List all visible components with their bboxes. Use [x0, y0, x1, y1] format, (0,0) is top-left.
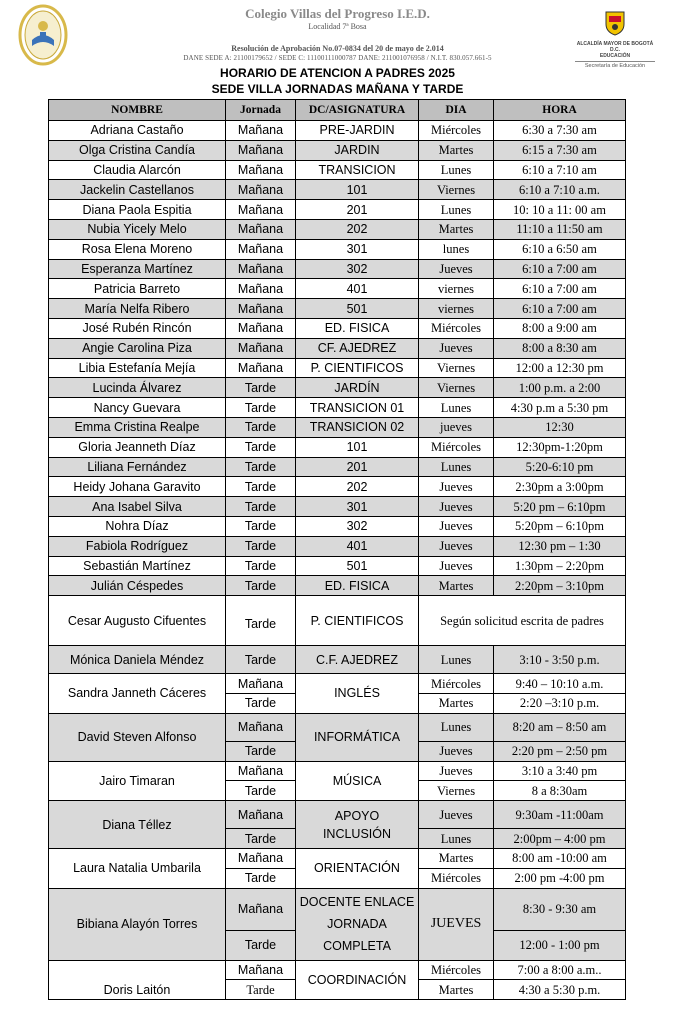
cell-dia: Martes: [419, 576, 494, 596]
cell-asignatura: 301: [296, 239, 419, 259]
cell-jornada: Tarde: [226, 398, 296, 418]
cell-asignatura: 201: [296, 200, 419, 220]
cell-dia: Lunes: [419, 398, 494, 418]
cell-dia: Viernes: [419, 378, 494, 398]
cell-jornada: Tarde: [226, 556, 296, 576]
cell-nombre: Sebastián Martínez: [49, 556, 226, 576]
table-row: [49, 888, 626, 930]
cell-dia: Miércoles: [419, 960, 494, 980]
cell-hora: 2:20pm – 3:10pm: [494, 576, 626, 596]
cell-hora: 6:10 a 7:00 am: [494, 259, 626, 279]
table-row: [49, 140, 626, 160]
cell-asignatura: ORIENTACIÓN: [296, 848, 419, 888]
cell-dia: lunes: [419, 239, 494, 259]
cell-jornada: Tarde: [226, 457, 296, 477]
cell-dia: Viernes: [419, 358, 494, 378]
asignatura-line: APOYO: [334, 808, 380, 823]
cell-hora: 6:10 a 7:00 am: [494, 279, 626, 299]
cell-dia: Jueves: [419, 556, 494, 576]
cell-dia: Miércoles: [419, 674, 494, 694]
cell-asignatura: INFORMÁTICA: [296, 713, 419, 761]
cell-dia: Viernes: [419, 180, 494, 200]
cell-dia: Jueves: [419, 801, 494, 829]
cell-asignatura: MÚSICA: [296, 761, 419, 801]
cell-dia: Jueves: [419, 536, 494, 556]
cell-asignatura: CF. AJEDREZ: [296, 338, 419, 358]
cell-asignatura: [296, 888, 419, 960]
cell-hora: 8 a 8:30am: [494, 781, 626, 801]
cell-dia: Miércoles: [419, 868, 494, 888]
bogota-logo: [575, 10, 655, 70]
table-row: [49, 121, 626, 141]
cell-dia: Martes: [419, 980, 494, 1000]
table-row: [49, 556, 626, 576]
cell-nombre: Angie Carolina Piza: [49, 338, 226, 358]
cell-hora: 1:00 p.m. a 2:00: [494, 378, 626, 398]
cell-asignatura: 101: [296, 180, 419, 200]
cell-nombre: Cesar Augusto Cifuentes: [49, 596, 226, 646]
table-row: [49, 318, 626, 338]
table-row: [49, 200, 626, 220]
cell-nombre: Olga Cristina Candía: [49, 140, 226, 160]
cell-nombre: Claudia Alarcón: [49, 160, 226, 180]
cell-asignatura: [296, 801, 419, 849]
alcaldia-label: ALCALDÍA MAYOR DE BOGOTÁ D.C.: [576, 41, 654, 53]
cell-jornada: Mañana: [226, 960, 296, 980]
cell-asignatura: JARDÍN: [296, 378, 419, 398]
table-row: [49, 338, 626, 358]
cell-hora: 7:00 a 8:00 a.m..: [494, 960, 626, 980]
cell-jornada: Mañana: [226, 848, 296, 868]
cell-hora: 2:20 –3:10 p.m.: [494, 693, 626, 713]
cell-hora: 8:00 a 8:30 am: [494, 338, 626, 358]
table-row: [49, 848, 626, 868]
cell-asignatura: COORDINACIÓN: [296, 960, 419, 1000]
cell-jornada: Tarde: [226, 693, 296, 713]
cell-nombre: Diana Téllez: [49, 801, 226, 849]
document-title: HORARIO DE ATENCION A PADRES 2025: [220, 66, 455, 80]
secretaria-label: Secretaría de Educación: [575, 61, 655, 69]
cell-jornada: Mañana: [226, 761, 296, 781]
cell-nombre: Jairo Timaran: [49, 761, 226, 801]
simple-rows: [49, 121, 626, 596]
cell-dia: Miércoles: [419, 121, 494, 141]
cell-asignatura: 202: [296, 219, 419, 239]
cell-nombre: Jackelin Castellanos: [49, 180, 226, 200]
cell-hora: 8:20 am – 8:50 am: [494, 713, 626, 741]
table-row: [49, 646, 626, 674]
table-row: [49, 219, 626, 239]
cell-hora: 12:30 pm – 1:30: [494, 536, 626, 556]
cell-jornada: Tarde: [226, 741, 296, 761]
cell-asignatura: ED. FISICA: [296, 318, 419, 338]
cell-nombre: Laura Natalia Umbarila: [49, 848, 226, 888]
cell-nombre: Patricia Barreto: [49, 279, 226, 299]
column-header-asignatura: DC/ASIGNATURA: [296, 100, 419, 121]
cell-nombre: David Steven Alfonso: [49, 713, 226, 761]
cell-jornada: Tarde: [226, 596, 296, 646]
table-row: [49, 239, 626, 259]
schedule-table: [48, 99, 626, 1000]
cell-asignatura: 302: [296, 259, 419, 279]
asignatura-line: JORNADA: [327, 917, 387, 931]
cell-hora: 6:10 a 7:00 am: [494, 299, 626, 319]
table-row: [49, 713, 626, 741]
column-header-dia: DIA: [419, 100, 494, 121]
cell-hora: 6:10 a 7:10 am: [494, 160, 626, 180]
cell-jornada: Mañana: [226, 200, 296, 220]
cell-nombre: Heidy Johana Garavito: [49, 477, 226, 497]
cell-asignatura: TRANSICION: [296, 160, 419, 180]
asignatura-line: INCLUSIÓN: [322, 826, 392, 841]
cell-jornada: Tarde: [226, 980, 296, 1000]
cell-nombre: Nubia Yicely Melo: [49, 219, 226, 239]
table-row: [49, 477, 626, 497]
cell-dia: Lunes: [419, 160, 494, 180]
cell-hora: 5:20 pm – 6:10pm: [494, 497, 626, 517]
cell-asignatura: ED. FISICA: [296, 576, 419, 596]
cell-asignatura: 401: [296, 279, 419, 299]
cell-hora: 3:10 a 3:40 pm: [494, 761, 626, 781]
cell-hora: 12:30pm-1:20pm: [494, 437, 626, 457]
cell-hora: 4:30 a 5:30 p.m.: [494, 980, 626, 1000]
cell-nota: Según solicitud escrita de padres: [419, 596, 626, 646]
cell-nombre: Bibiana Alayón Torres: [49, 888, 226, 960]
cell-dia: Jueves: [419, 338, 494, 358]
cell-hora: 8:00 am -10:00 am: [494, 848, 626, 868]
school-locality: Localidad 7ª Bosa: [308, 22, 367, 31]
document-subtitle: SEDE VILLA JORNADAS MAÑANA Y TARDE: [211, 82, 464, 96]
table-row: [49, 160, 626, 180]
cell-dia: Miércoles: [419, 437, 494, 457]
cell-jornada: Mañana: [226, 160, 296, 180]
cell-nombre: Nohra Díaz: [49, 516, 226, 536]
cell-hora: 12:30: [494, 417, 626, 437]
cell-asignatura: 501: [296, 556, 419, 576]
cell-hora: 6:10 a 7:10 a.m.: [494, 180, 626, 200]
cell-asignatura: INGLÉS: [296, 674, 419, 714]
cell-dia: JUEVES: [419, 888, 494, 960]
cell-jornada: Tarde: [226, 437, 296, 457]
cell-dia: Viernes: [419, 781, 494, 801]
school-name: Colegio Villas del Progreso I.E.D.: [245, 6, 430, 21]
cell-jornada: Tarde: [226, 781, 296, 801]
table-row: [49, 576, 626, 596]
cell-dia: Lunes: [419, 713, 494, 741]
cell-jornada: Tarde: [226, 497, 296, 517]
cell-jornada: Tarde: [226, 536, 296, 556]
bogota-shield-icon: [604, 10, 626, 36]
document-header: [0, 0, 675, 96]
cell-jornada: Tarde: [226, 868, 296, 888]
cell-jornada: Mañana: [226, 140, 296, 160]
cell-hora: 5:20-6:10 pm: [494, 457, 626, 477]
cell-dia: Jueves: [419, 477, 494, 497]
cell-jornada: Tarde: [226, 930, 296, 960]
cell-hora: 9:40 – 10:10 a.m.: [494, 674, 626, 694]
cell-jornada: Mañana: [226, 259, 296, 279]
table-row: [49, 437, 626, 457]
cell-asignatura: 101: [296, 437, 419, 457]
table-row: [49, 761, 626, 781]
cell-jornada: Tarde: [226, 829, 296, 849]
cell-asignatura: 401: [296, 536, 419, 556]
cell-hora: 1:30pm – 2:20pm: [494, 556, 626, 576]
resolution-text: Resolución de Aprobación No.07-0834 del 20 de mayo de 2.014: [231, 44, 444, 53]
cell-hora: 2:20 pm – 2:50 pm: [494, 741, 626, 761]
cell-nombre: Diana Paola Espitia: [49, 200, 226, 220]
cell-asignatura: P. CIENTIFICOS: [296, 596, 419, 646]
dane-codes: DANE SEDE A: 21100179652 / SEDE C: 11100111000787 DANE: 211001076958 / N.I.T. 830.057.661-5: [183, 54, 492, 62]
cell-hora: 12:00 a 12:30 pm: [494, 358, 626, 378]
cell-jornada: Mañana: [226, 279, 296, 299]
cell-jornada: Mañana: [226, 299, 296, 319]
cell-dia: Lunes: [419, 200, 494, 220]
table-row: [49, 279, 626, 299]
cell-asignatura: JARDIN: [296, 140, 419, 160]
cell-asignatura: C.F. AJEDREZ: [296, 646, 419, 674]
table-row: [49, 674, 626, 694]
cell-jornada: Mañana: [226, 180, 296, 200]
cell-jornada: Mañana: [226, 338, 296, 358]
table-row: [49, 358, 626, 378]
cell-dia: Jueves: [419, 259, 494, 279]
cell-dia: Jueves: [419, 516, 494, 536]
cell-jornada: Mañana: [226, 713, 296, 741]
cell-hora: 3:10 - 3:50 p.m.: [494, 646, 626, 674]
cell-nombre: María Nelfa Ribero: [49, 299, 226, 319]
cell-jornada: Tarde: [226, 576, 296, 596]
cell-nombre: Julián Céspedes: [49, 576, 226, 596]
asignatura-line: DOCENTE ENLACE: [299, 895, 415, 909]
cell-nombre: Lucinda Álvarez: [49, 378, 226, 398]
cell-dia: Lunes: [419, 829, 494, 849]
table-row: [49, 378, 626, 398]
table-row: [49, 596, 626, 646]
table-row: [49, 417, 626, 437]
table-row: [49, 801, 626, 829]
cell-hora: 6:15 a 7:30 am: [494, 140, 626, 160]
cell-dia: Martes: [419, 140, 494, 160]
cell-hora: 2:00pm – 4:00 pm: [494, 829, 626, 849]
cell-nombre: José Rubén Rincón: [49, 318, 226, 338]
cell-asignatura: 302: [296, 516, 419, 536]
cell-hora: 2:30pm a 3:00pm: [494, 477, 626, 497]
cell-nombre: Emma Cristina Realpe: [49, 417, 226, 437]
column-header-hora: HORA: [494, 100, 626, 121]
cell-nombre: Sandra Janneth Cáceres: [49, 674, 226, 714]
cell-hora: 10: 10 a 11: 00 am: [494, 200, 626, 220]
cell-hora: 6:10 a 6:50 am: [494, 239, 626, 259]
cell-nombre: Doris Laitón: [49, 960, 226, 1000]
table-row: [49, 259, 626, 279]
table-row: [49, 299, 626, 319]
cell-jornada: Mañana: [226, 888, 296, 930]
cell-nombre: Mónica Daniela Méndez: [49, 646, 226, 674]
cell-dia: Lunes: [419, 457, 494, 477]
cell-hora: 6:30 a 7:30 am: [494, 121, 626, 141]
cell-asignatura: 201: [296, 457, 419, 477]
cell-hora: 12:00 - 1:00 pm: [494, 930, 626, 960]
cell-jornada: Mañana: [226, 801, 296, 829]
cell-jornada: Tarde: [226, 516, 296, 536]
cell-jornada: Tarde: [226, 378, 296, 398]
column-header-nombre: NOMBRE: [49, 100, 226, 121]
cell-jornada: Mañana: [226, 318, 296, 338]
table-row: [49, 960, 626, 980]
cell-jornada: Mañana: [226, 674, 296, 694]
cell-jornada: Mañana: [226, 121, 296, 141]
cell-nombre: Fabiola Rodríguez: [49, 536, 226, 556]
cell-hora: 5:20pm – 6:10pm: [494, 516, 626, 536]
cell-dia: jueves: [419, 417, 494, 437]
cell-nombre: Rosa Elena Moreno: [49, 239, 226, 259]
cell-asignatura: 301: [296, 497, 419, 517]
cell-dia: Jueves: [419, 761, 494, 781]
special-rows: [49, 596, 626, 1000]
cell-asignatura: 501: [296, 299, 419, 319]
table-row: [49, 516, 626, 536]
cell-dia: viernes: [419, 279, 494, 299]
cell-dia: viernes: [419, 299, 494, 319]
asignatura-line: COMPLETA: [323, 939, 391, 953]
table-row: [49, 180, 626, 200]
cell-nombre: Ana Isabel Silva: [49, 497, 226, 517]
cell-dia: Martes: [419, 848, 494, 868]
table-header-row: [49, 100, 626, 121]
cell-asignatura: PRE-JARDIN: [296, 121, 419, 141]
cell-hora: 4:30 p.m a 5:30 pm: [494, 398, 626, 418]
column-header-jornada: Jornada: [226, 100, 296, 121]
cell-hora: 11:10 a 11:50 am: [494, 219, 626, 239]
cell-jornada: Mañana: [226, 239, 296, 259]
cell-dia: Jueves: [419, 497, 494, 517]
cell-jornada: Mañana: [226, 219, 296, 239]
cell-dia: Lunes: [419, 646, 494, 674]
cell-nombre: Liliana Fernández: [49, 457, 226, 477]
table-row: [49, 457, 626, 477]
cell-hora: 8:30 - 9:30 am: [494, 888, 626, 930]
cell-jornada: Mañana: [226, 358, 296, 378]
cell-hora: 8:00 a 9:00 am: [494, 318, 626, 338]
cell-dia: Jueves: [419, 741, 494, 761]
table-row: [49, 536, 626, 556]
cell-asignatura: TRANSICION 01: [296, 398, 419, 418]
educacion-label: EDUCACIÓN: [599, 53, 631, 59]
cell-jornada: Tarde: [226, 477, 296, 497]
cell-nombre: Nancy Guevara: [49, 398, 226, 418]
cell-asignatura: TRANSICION 02: [296, 417, 419, 437]
cell-asignatura: P. CIENTIFICOS: [296, 358, 419, 378]
cell-nombre: Libia Estefanía Mejía: [49, 358, 226, 378]
cell-hora: 9:30am -11:00am: [494, 801, 626, 829]
cell-hora: 2:00 pm -4:00 pm: [494, 868, 626, 888]
cell-nombre: Esperanza Martínez: [49, 259, 226, 279]
cell-dia: Miércoles: [419, 318, 494, 338]
cell-asignatura: 202: [296, 477, 419, 497]
cell-dia: Martes: [419, 219, 494, 239]
cell-dia: Martes: [419, 693, 494, 713]
cell-nombre: Gloria Jeanneth Díaz: [49, 437, 226, 457]
cell-jornada: Tarde: [226, 417, 296, 437]
cell-nombre: Adriana Castaño: [49, 121, 226, 141]
table-row: [49, 398, 626, 418]
cell-jornada: Tarde: [226, 646, 296, 674]
table-row: [49, 497, 626, 517]
